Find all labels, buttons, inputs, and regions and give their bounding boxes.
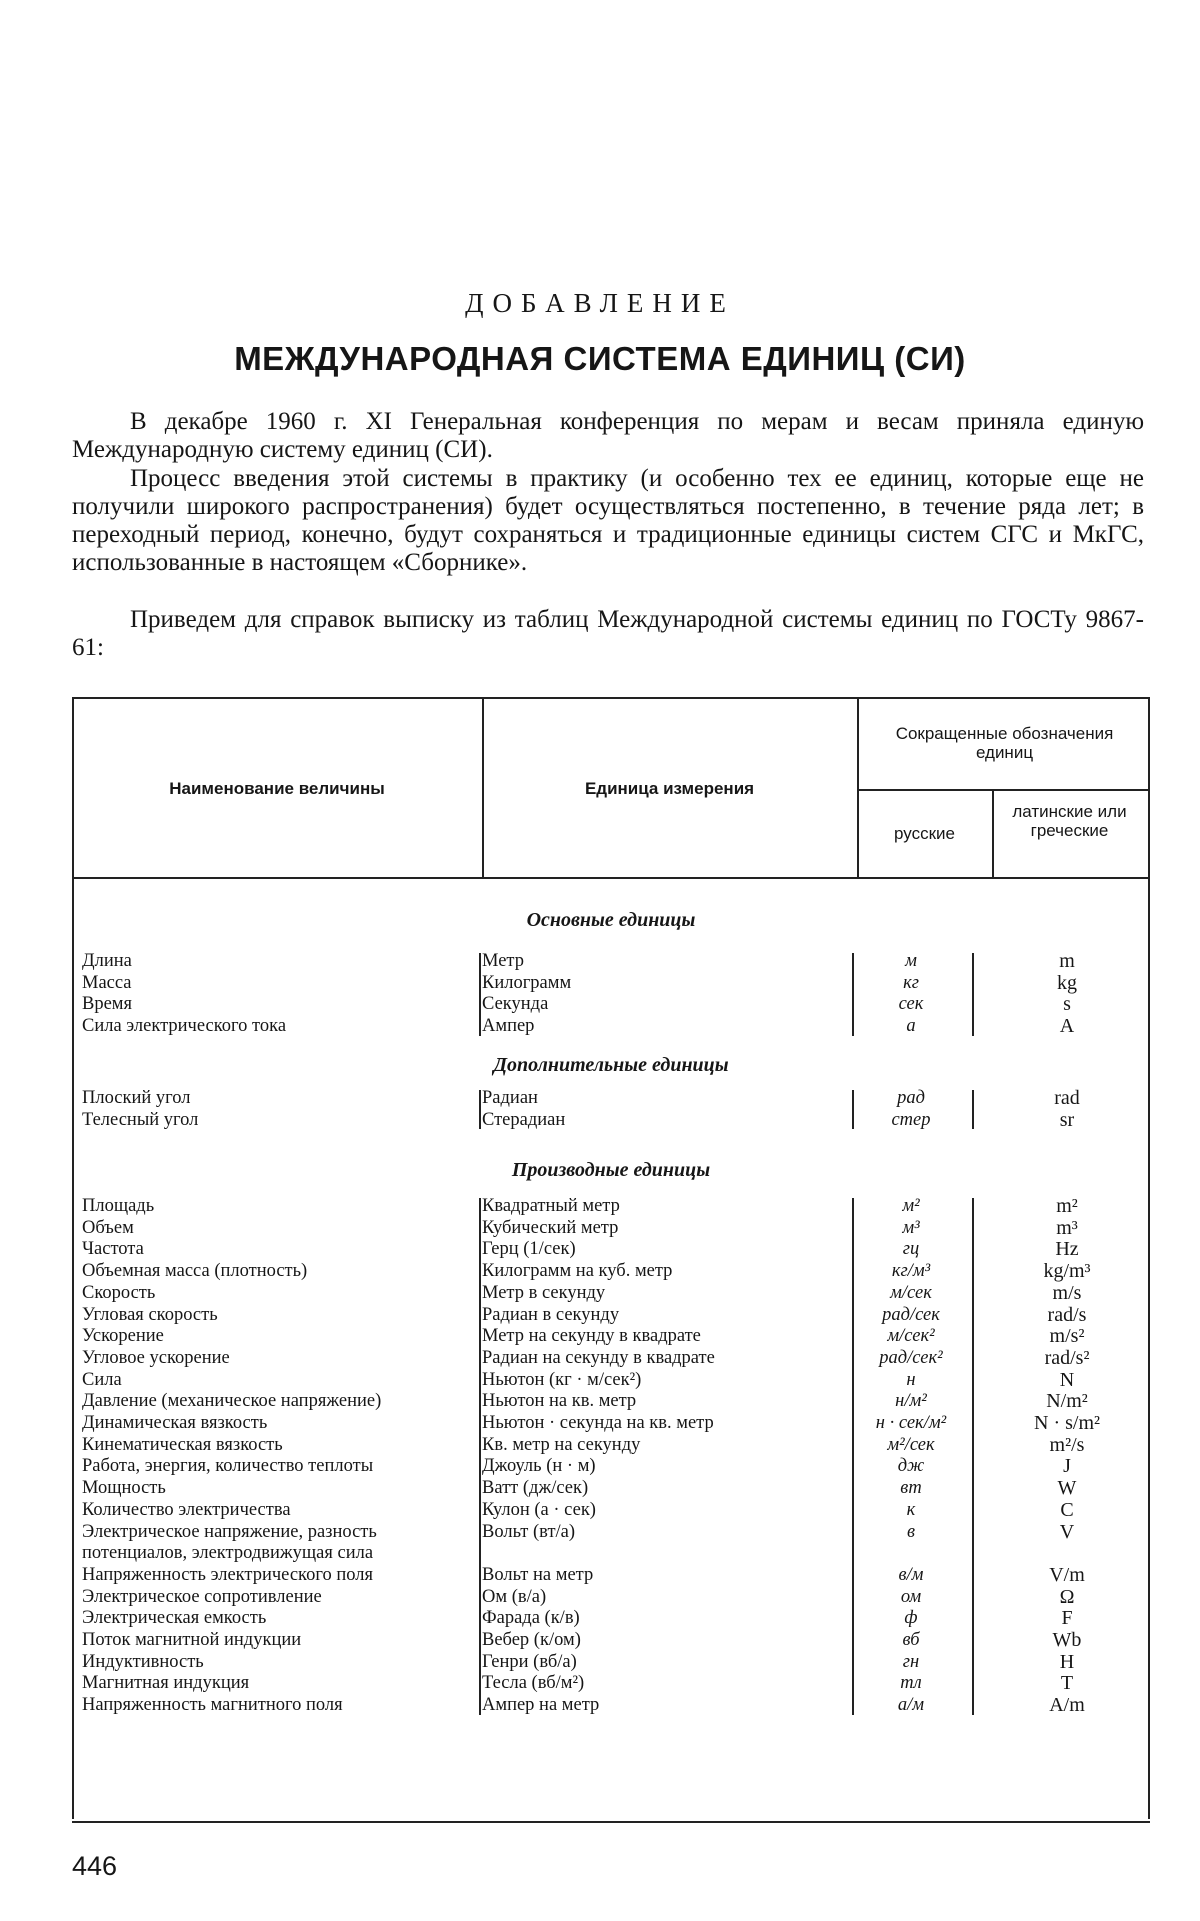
intro-paragraph: В декабре 1960 г. XI Генеральная конференция по мерам и весам приняла единую Международную систему единиц (СИ). [72, 408, 1144, 463]
quantity-name: Магнитная индукция [82, 1673, 250, 1694]
unit-name: Ампер [482, 1016, 535, 1037]
ru-bracket [852, 1198, 854, 1715]
quantity-name: Давление (механическое напряжение) [82, 1391, 382, 1412]
quantity-name: Угловое ускорение [82, 1347, 230, 1368]
quantity-name: Телесный угол [82, 1109, 199, 1130]
intro-paragraph: Процесс введения этой системы в практику (и особенно тех ее единиц, которые еще не получили широкого распространения) будет осуществляться постепенно, в течение ряда лет; в переходный период, конечно, будут сохраняться и традиционные единицы систем СГС и МкГС, использованные в настоящем «Сборнике». [72, 465, 1144, 576]
unit-name: Кв. метр на секунду [482, 1434, 641, 1455]
russian-abbrev: кг [903, 972, 919, 993]
russian-abbrev: рад/сек² [879, 1347, 943, 1368]
latin-abbrev: Ω [1059, 1585, 1075, 1608]
quantity-name: Сила электрического тока [82, 1016, 287, 1037]
unit-name: Метр [482, 951, 524, 971]
unit-bracket [479, 1090, 481, 1129]
unit-name: Герц (1/сек) [482, 1239, 576, 1260]
unit-name: Генри (вб/а) [482, 1651, 577, 1672]
quantity-name: Поток магнитной индукции [82, 1630, 302, 1650]
latin-abbrev: W [1057, 1477, 1077, 1500]
unit-name: Секунда [482, 994, 549, 1015]
unit-name: Квадратный метр [482, 1196, 620, 1216]
lat-bracket [972, 953, 974, 1036]
latin-abbrev: N · s/m² [1034, 1412, 1100, 1434]
latin-abbrev: m³ [1056, 1216, 1078, 1239]
russian-abbrev: дж [897, 1456, 925, 1477]
unit-bracket [479, 1198, 481, 1715]
unit-name: Стерадиан [482, 1109, 566, 1130]
unit-name: Вольт на метр [482, 1564, 594, 1585]
russian-abbrev: вт [900, 1478, 922, 1499]
russian-abbrev: к [906, 1499, 916, 1520]
page-title: МЕЖДУНАРОДНАЯ СИСТЕМА ЕДИНИЦ (СИ) [234, 340, 966, 377]
latin-abbrev: F [1061, 1607, 1073, 1630]
unit-name: Ватт (дж/сек) [482, 1478, 589, 1499]
russian-abbrev: м/сек [890, 1282, 932, 1303]
latin-abbrev: A/m [1049, 1694, 1085, 1717]
latin-abbrev: kg/m³ [1043, 1260, 1091, 1283]
latin-abbrev: m/s [1052, 1281, 1082, 1304]
russian-abbrev: н/м² [895, 1391, 927, 1412]
russian-abbrev: м²/сек [887, 1434, 935, 1455]
quantity-name: Кинематическая вязкость [82, 1434, 283, 1455]
latin-abbrev: Wb [1052, 1629, 1082, 1651]
header-divider [992, 789, 994, 877]
quantity-name: Напряженность электрического поля [82, 1564, 373, 1585]
ru-bracket [852, 1090, 854, 1129]
quantity-name: Длина [82, 951, 132, 971]
unit-name: Килограмм на куб. метр [482, 1261, 673, 1282]
quantity-name: Электрическая емкость [82, 1608, 267, 1629]
unit-name: Фарада (к/в) [482, 1608, 580, 1629]
quantity-name: Ускорение [82, 1326, 164, 1347]
header-divider [857, 789, 1150, 791]
page-number: 446 [72, 1851, 118, 1881]
section-label: ДОБАВЛЕНИЕ [465, 288, 735, 318]
russian-abbrev: а [906, 1016, 916, 1037]
quantity-name: Динамическая вязкость [82, 1413, 268, 1433]
quantity-name: Мощность [82, 1478, 166, 1499]
russian-abbrev: гц [902, 1239, 920, 1260]
header-latin: латинские или греческие [1012, 802, 1127, 840]
latin-abbrev: m² [1056, 1195, 1078, 1217]
header-quantity: Наименование величины [169, 779, 385, 798]
quantity-name: Площадь [82, 1196, 155, 1216]
russian-abbrev: в [906, 1521, 916, 1542]
quantity-name: Угловая скорость [82, 1304, 218, 1325]
unit-name: Кулон (а · сек) [482, 1499, 596, 1520]
quantity-name: Напряженность магнитного поля [82, 1695, 343, 1716]
russian-abbrev: тл [900, 1673, 922, 1694]
latin-abbrev: kg [1057, 971, 1077, 994]
russian-abbrev: ом [900, 1586, 922, 1607]
latin-abbrev: A [1059, 1015, 1075, 1038]
unit-name: Джоуль (н · м) [482, 1456, 596, 1477]
quantity-name: Индуктивность [82, 1651, 204, 1672]
unit-name: Ампер на метр [482, 1695, 600, 1716]
latin-abbrev: s [1063, 993, 1071, 1016]
unit-name: Радиан [482, 1088, 538, 1108]
latin-abbrev: H [1059, 1650, 1075, 1673]
unit-bracket [479, 953, 481, 1036]
russian-abbrev: стер [891, 1109, 931, 1130]
unit-name: Ньютон · секунда на кв. метр [482, 1413, 714, 1433]
russian-abbrev: м [905, 951, 917, 971]
quantity-name: Объем [82, 1217, 134, 1238]
unit-name: Ньютон на кв. метр [482, 1391, 637, 1412]
table-border-right [1148, 699, 1150, 1819]
header-russian: русские [894, 824, 955, 843]
russian-abbrev: рад/сек [882, 1304, 940, 1325]
header-abbreviations: Сокращенные обозначения единиц [895, 724, 1114, 762]
table-border-left [72, 699, 74, 1819]
latin-abbrev: J [1063, 1455, 1071, 1478]
unit-name: Радиан на секунду в квадрате [482, 1347, 715, 1368]
unit-name: Килограмм [482, 972, 572, 993]
russian-abbrev: в/м [898, 1564, 924, 1585]
latin-abbrev: rad/s [1047, 1303, 1087, 1326]
russian-abbrev: м/сек² [887, 1326, 935, 1347]
unit-name: Вебер (к/ом) [482, 1630, 581, 1650]
units-table [72, 697, 1150, 1823]
header-bottom-rule [72, 877, 1150, 879]
russian-abbrev: ф [904, 1608, 918, 1629]
lat-bracket [972, 1090, 974, 1129]
header-unit: Единица измерения [584, 779, 755, 798]
russian-abbrev: н · сек/м² [875, 1413, 947, 1433]
russian-abbrev: а/м [897, 1695, 925, 1716]
unit-name: Ом (в/а) [482, 1586, 547, 1607]
quantity-name: Время [82, 994, 133, 1015]
group-title: Дополнительные единицы [493, 1054, 729, 1076]
unit-name: Радиан в секунду [482, 1304, 620, 1325]
header-divider [857, 699, 859, 877]
latin-abbrev: Hz [1055, 1238, 1079, 1261]
unit-name: Ньютон (кг · м/сек²) [482, 1369, 642, 1390]
group-title: Производные единицы [511, 1159, 711, 1181]
unit-name: Вольт (вт/а) [482, 1521, 576, 1542]
latin-abbrev: m/s² [1049, 1325, 1085, 1348]
russian-abbrev: рад [897, 1088, 925, 1108]
latin-abbrev: T [1060, 1672, 1074, 1695]
russian-abbrev: м² [902, 1196, 920, 1216]
unit-name: Метр на секунду в квадрате [482, 1326, 701, 1347]
russian-abbrev: вб [902, 1630, 920, 1650]
latin-abbrev: N/m² [1046, 1390, 1088, 1413]
quantity-name: Работа, энергия, количество теплоты [82, 1456, 374, 1477]
group-title: Основные единицы [526, 909, 696, 931]
unit-name: Тесла (вб/м²) [482, 1673, 585, 1694]
quantity-name: Количество электричества [82, 1499, 291, 1520]
russian-abbrev: гн [902, 1651, 920, 1672]
latin-abbrev: rad [1054, 1087, 1080, 1109]
latin-abbrev: m [1059, 950, 1075, 972]
intro-paragraph: Приведем для справок выписку из таблиц Международной системы единиц по ГОСТу 9867-61: [72, 606, 1144, 661]
quantity-name: Частота [82, 1239, 144, 1260]
russian-abbrev: сек [898, 994, 924, 1015]
latin-abbrev: C [1060, 1498, 1074, 1521]
unit-name: Метр в секунду [482, 1282, 606, 1303]
lat-bracket [972, 1198, 974, 1715]
russian-abbrev: кг/м³ [891, 1261, 931, 1282]
russian-abbrev: м³ [902, 1217, 920, 1238]
latin-abbrev: V/m [1049, 1563, 1085, 1586]
quantity-name: Сила [82, 1369, 122, 1390]
quantity-name: Электрическое сопротивление [82, 1586, 322, 1607]
latin-abbrev: rad/s² [1044, 1346, 1090, 1369]
russian-abbrev: н [906, 1369, 916, 1390]
latin-abbrev: N [1059, 1368, 1075, 1391]
quantity-name: Электрическое напряжение, разность потенциалов, электродвижущая сила [82, 1521, 377, 1563]
ru-bracket [852, 953, 854, 1036]
quantity-name: Объемная масса (плотность) [82, 1261, 308, 1282]
quantity-name: Масса [82, 972, 132, 993]
latin-abbrev: V [1059, 1520, 1075, 1543]
quantity-name: Плоский угол [82, 1088, 191, 1108]
quantity-name: Скорость [82, 1282, 156, 1303]
latin-abbrev: m²/s [1049, 1433, 1085, 1456]
latin-abbrev: sr [1059, 1108, 1075, 1131]
unit-name: Кубический метр [482, 1217, 619, 1238]
